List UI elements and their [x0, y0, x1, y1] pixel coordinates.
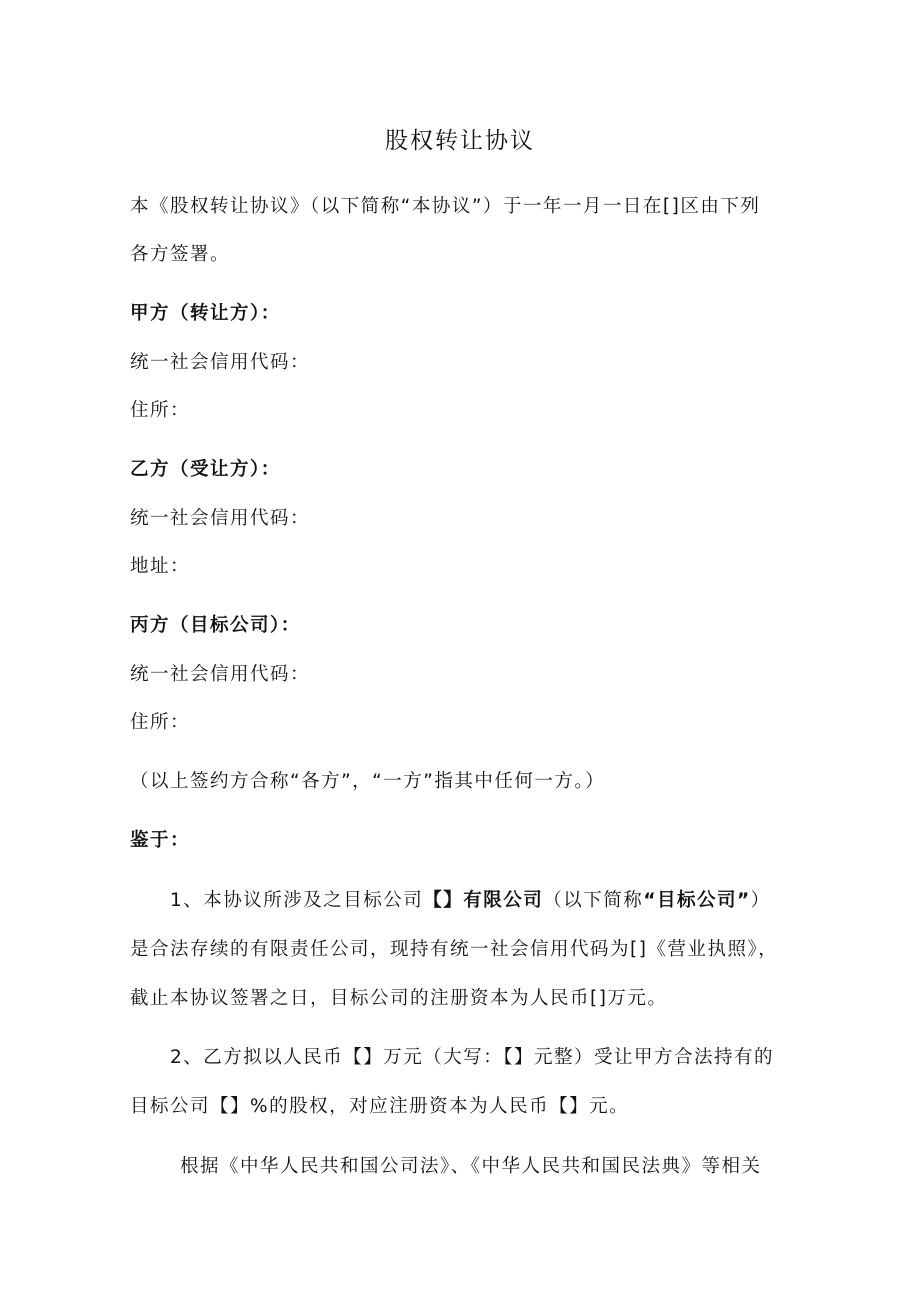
intro-line-1: 本《股权转让协议》（以下简称“本协议”）于一年一月一日在[]区由下列 — [130, 196, 761, 217]
party-c-heading: 丙方（目标公司）： — [130, 615, 301, 636]
party-a-address: 住所： — [130, 400, 191, 421]
clause-1-line-2: 是合法存续的有限责任公司，现持有统一社会信用代码为[]《营业执照》， — [130, 939, 779, 960]
party-c-credit-code: 统一社会信用代码： — [130, 664, 311, 685]
party-b-credit-code: 统一社会信用代码： — [130, 508, 311, 529]
intro-line-2: 各方签署。 — [130, 244, 231, 265]
party-a-heading: 甲方（转让方）： — [130, 303, 281, 324]
clause-1-mid: （以下简称 — [543, 890, 644, 911]
clause-1-prefix: 1、本协议所涉及之目标公司 — [170, 890, 424, 911]
document-title: 股权转让协议 — [385, 128, 535, 154]
clause-1-defined-term: “目标公司” — [643, 890, 751, 911]
party-c-address: 住所： — [130, 712, 191, 733]
clause-2-line-2: 目标公司【】%的股权，对应注册资本为人民币【】元。 — [130, 1096, 630, 1117]
clause-1-suffix: ） — [750, 890, 771, 911]
basis-line: 根据《中华人民共和国公司法》、《中华人民共和国民法典》等相关 — [180, 1156, 762, 1177]
clause-1-line-1 — [170, 889, 810, 913]
whereas-heading: 鉴于： — [130, 830, 191, 851]
collective-note: （以上签约方合称“各方”，“一方”指其中任何一方。） — [130, 771, 606, 792]
party-b-address: 地址： — [130, 556, 191, 577]
clause-1-company-name: 【】有限公司 — [423, 890, 544, 911]
party-a-credit-code: 统一社会信用代码： — [130, 352, 311, 373]
clause-2-line-1: 2、乙方拟以人民币【】万元（大写：【】元整）受让甲方合法持有的 — [170, 1047, 775, 1068]
clause-1-line-3: 截止本协议签署之日，目标公司的注册资本为人民币[]万元。 — [130, 988, 668, 1009]
party-b-heading: 乙方（受让方）： — [130, 459, 281, 480]
